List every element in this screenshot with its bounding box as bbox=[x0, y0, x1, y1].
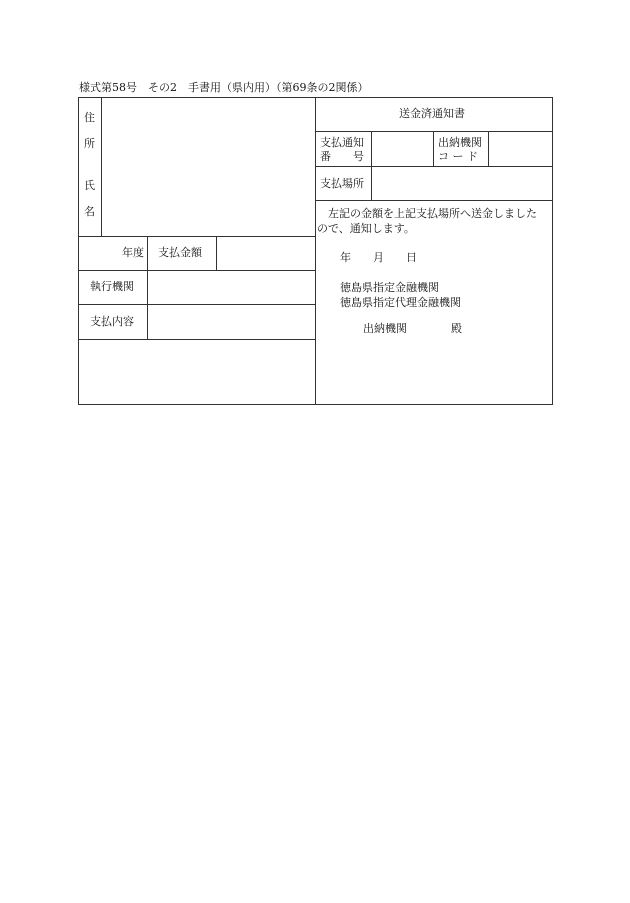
notice-number-label-line-2: 番 号 bbox=[320, 150, 364, 163]
form-number-header: 様式第58号 その2 手書用（県内用）（第69条の2関係） bbox=[79, 81, 369, 94]
payment-place-field[interactable] bbox=[372, 167, 552, 200]
remarks-area[interactable] bbox=[79, 340, 315, 404]
right-col-line-2 bbox=[433, 131, 434, 166]
right-row-line-3 bbox=[315, 200, 553, 201]
name-field[interactable] bbox=[102, 166, 315, 236]
executing-agency-field[interactable] bbox=[148, 271, 315, 304]
payment-place-label: 支払場所 bbox=[320, 177, 364, 190]
name-label-char-2: 名 bbox=[84, 205, 95, 218]
payment-details-label: 支払内容 bbox=[90, 315, 134, 328]
agency-code-label-line-2: コ ー ド bbox=[438, 150, 478, 163]
notice-number-label-line-1: 支払通知 bbox=[320, 136, 364, 149]
designated-bank-line: 徳島県指定金融機関 bbox=[340, 281, 439, 294]
agency-code-label-line-1: 出納機関 bbox=[438, 136, 482, 149]
notice-number-field[interactable] bbox=[372, 132, 433, 166]
addressee-line: 出納機関 殿 bbox=[363, 322, 462, 335]
notice-title: 送金済通知書 bbox=[399, 107, 465, 120]
payment-amount-field[interactable] bbox=[217, 237, 315, 270]
notice-message-line-2: ので、通知します。 bbox=[317, 222, 415, 235]
name-label-char-1: 氏 bbox=[84, 179, 95, 192]
address-label-char-1: 住 bbox=[84, 111, 95, 124]
payment-amount-label: 支払金額 bbox=[158, 246, 202, 259]
address-label-char-2: 所 bbox=[84, 137, 95, 150]
fiscal-year-label: 年度 bbox=[122, 246, 144, 259]
address-field[interactable] bbox=[102, 98, 315, 166]
notice-message-line-1: 左記の金額を上記支払場所へ送金しました bbox=[317, 207, 537, 220]
center-divider bbox=[315, 97, 316, 405]
payment-details-field[interactable] bbox=[148, 305, 315, 339]
agency-code-field[interactable] bbox=[489, 132, 552, 166]
date-line: 年 月 日 bbox=[340, 251, 417, 264]
executing-agency-label: 執行機関 bbox=[90, 280, 134, 293]
designated-agent-bank-line: 徳島県指定代理金融機関 bbox=[340, 296, 461, 309]
